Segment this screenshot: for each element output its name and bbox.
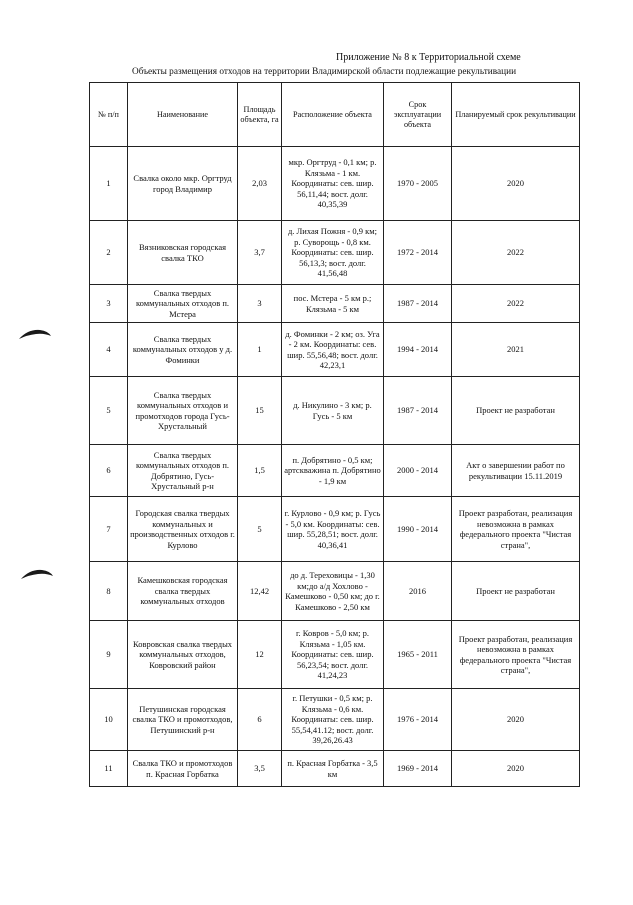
table-header-row <box>90 83 580 147</box>
cell-name: Свалка ТКО и промотходов п. Красная Горбатка <box>128 751 238 787</box>
cell-num: 2 <box>90 221 128 285</box>
cell-term: 1972 - 2014 <box>384 221 452 285</box>
cell-location: до д. Тереховицы - 1,30 км;до а/д Хохлово - Камешково - 0,50 км; до г. Камешково - 2,50 км <box>282 562 384 621</box>
header-term: Срок эксплуатации объекта <box>384 83 452 147</box>
hole-punch-mark-bottom <box>20 567 54 581</box>
cell-area: 15 <box>238 377 282 445</box>
cell-area: 12 <box>238 621 282 689</box>
header-plan: Планируемый срок рекультивации <box>452 83 580 147</box>
table-row <box>90 377 580 445</box>
cell-name: Камешковская городская свалка твердых коммунальных отходов <box>128 562 238 621</box>
cell-area: 2,03 <box>238 147 282 221</box>
table-row <box>90 497 580 562</box>
cell-location: г. Курлово - 0,9 км; р. Гусь - 5,0 км. Координаты: сев. шир. 55,28,51; вост. долг. 40,36,41 <box>282 497 384 562</box>
cell-term: 2000 - 2014 <box>384 445 452 497</box>
cell-term: 1990 - 2014 <box>384 497 452 562</box>
cell-plan: Проект разработан, реализация невозможна в рамках федерального проекта "Чистая страна", <box>452 497 580 562</box>
document-title: Объекты размещения отходов на территории Владимирской области подлежащие рекультивации <box>132 67 517 77</box>
header-area: Площадь объекта, га <box>238 83 282 147</box>
cell-name: Свалка твердых коммунальных отходов п. Мстера <box>128 285 238 323</box>
table-row <box>90 445 580 497</box>
cell-num: 10 <box>90 689 128 751</box>
cell-term: 1987 - 2014 <box>384 285 452 323</box>
cell-area: 12,42 <box>238 562 282 621</box>
appendix-note: Приложение № 8 к Территориальной схеме <box>336 52 521 63</box>
cell-location: д. Фоминки - 2 км; оз. Уга - 2 км. Координаты: сев. шир. 55,56,48; вост. долг. 42,23,1 <box>282 323 384 377</box>
table-row <box>90 323 580 377</box>
table-row <box>90 621 580 689</box>
cell-plan: Проект не разработан <box>452 377 580 445</box>
cell-name: Вязниковская городская свалка ТКО <box>128 221 238 285</box>
hole-punch-mark-top <box>18 327 52 341</box>
cell-plan: Акт о завершении работ по рекультивации 15.11.2019 <box>452 445 580 497</box>
cell-name: Свалка около мкр. Оргтруд город Владимир <box>128 147 238 221</box>
table-row <box>90 285 580 323</box>
cell-area: 1,5 <box>238 445 282 497</box>
cell-name: Ковровская свалка твердых коммунальных отходов, Ковровский район <box>128 621 238 689</box>
cell-area: 5 <box>238 497 282 562</box>
table-row <box>90 221 580 285</box>
cell-plan: Проект не разработан <box>452 562 580 621</box>
cell-plan: 2021 <box>452 323 580 377</box>
cell-name: Свалка твердых коммунальных отходов п. Добрятино, Гусь-Хрустальный р-н <box>128 445 238 497</box>
cell-location: д. Никулино - 3 км; р. Гусь - 5 км <box>282 377 384 445</box>
cell-term: 2016 <box>384 562 452 621</box>
cell-area: 6 <box>238 689 282 751</box>
cell-plan: 2020 <box>452 751 580 787</box>
cell-location: г. Ковров - 5,0 км; р. Клязьма - 1,05 км. Координаты: сев. шир. 56,23,54; вост. долг. 41,24,23 <box>282 621 384 689</box>
cell-term: 1969 - 2014 <box>384 751 452 787</box>
cell-num: 6 <box>90 445 128 497</box>
cell-plan: 2020 <box>452 147 580 221</box>
table-row <box>90 751 580 787</box>
cell-name: Свалка твердых коммунальных отходов и промотходов города Гусь-Хрустальный <box>128 377 238 445</box>
cell-num: 8 <box>90 562 128 621</box>
table-row <box>90 689 580 751</box>
cell-term: 1994 - 2014 <box>384 323 452 377</box>
cell-num: 3 <box>90 285 128 323</box>
cell-term: 1976 - 2014 <box>384 689 452 751</box>
cell-area: 3,7 <box>238 221 282 285</box>
cell-term: 1987 - 2014 <box>384 377 452 445</box>
cell-location: д. Лихая Пожня - 0,9 км; р. Суворощь - 0,8 км. Координаты: сев. шир. 56,13,3; вост. долг. 41,56,48 <box>282 221 384 285</box>
cell-location: мкр. Оргтруд - 0,1 км; р. Клязьма - 1 км. Координаты: сев. шир. 56,11,44; вост. долг. 40,35,39 <box>282 147 384 221</box>
header-name: Наименование <box>128 83 238 147</box>
cell-location: п. Добрятино - 0,5 км; артскважина п. Добрятино - 1,9 км <box>282 445 384 497</box>
cell-num: 1 <box>90 147 128 221</box>
cell-area: 3 <box>238 285 282 323</box>
cell-area: 1 <box>238 323 282 377</box>
cell-plan: 2022 <box>452 285 580 323</box>
cell-num: 9 <box>90 621 128 689</box>
table-row <box>90 147 580 221</box>
cell-num: 4 <box>90 323 128 377</box>
cell-plan: 2022 <box>452 221 580 285</box>
cell-name: Городская свалка твердых коммунальных и производственных отходов г. Курлово <box>128 497 238 562</box>
cell-num: 7 <box>90 497 128 562</box>
cell-num: 5 <box>90 377 128 445</box>
waste-sites-table <box>89 82 580 787</box>
cell-num: 11 <box>90 751 128 787</box>
cell-plan: 2020 <box>452 689 580 751</box>
cell-term: 1970 - 2005 <box>384 147 452 221</box>
cell-term: 1965 - 2011 <box>384 621 452 689</box>
cell-location: г. Петушки - 0,5 км; р. Клязьма - 0,6 км. Координаты: сев. шир. 55,54,41.12; вост. долг. 39,26,26.43 <box>282 689 384 751</box>
cell-name: Свалка твердых коммунальных отходов у д. Фоминки <box>128 323 238 377</box>
header-num: № п/п <box>90 83 128 147</box>
table-row <box>90 562 580 621</box>
header-location: Расположение объекта <box>282 83 384 147</box>
cell-area: 3,5 <box>238 751 282 787</box>
cell-name: Петушинская городская свалка ТКО и промотходов, Петушинский р-н <box>128 689 238 751</box>
cell-location: пос. Мстера - 5 км р.; Клязьма - 5 км <box>282 285 384 323</box>
cell-plan: Проект разработан, реализация невозможна в рамках федерального проекта "Чистая страна", <box>452 621 580 689</box>
cell-location: п. Красная Горбатка - 3,5 км <box>282 751 384 787</box>
